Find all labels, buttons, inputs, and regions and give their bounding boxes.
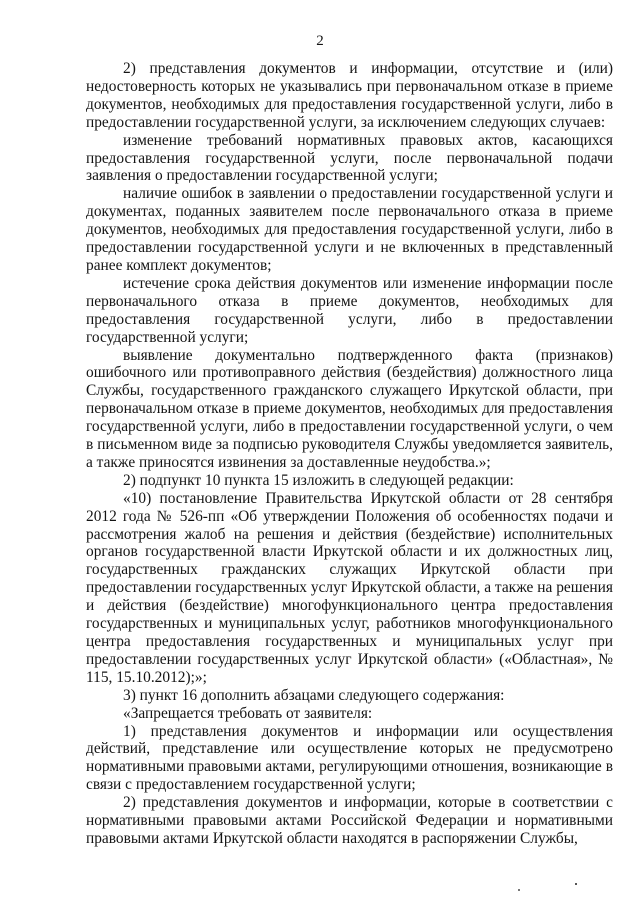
paragraph-unlawful-action: выявление документально подтвержденного факта (признаков) ошибочного или противоправного действия (бездействия) должностного лица Службы, государственного гражданского служащего Иркутской области, при первоначальном отказе в приеме документов, необходимых для предоставления государственной услуги, либо в предоставлении государственной услуги, о чем в письменном виде за подписью руководителя Службы уведомляется заявитель, а также приносятся извинения за доставленные неудобства.»; [86, 346, 613, 471]
paragraph-prohibited-heading: «Запрещается требовать от заявителя: [123, 704, 373, 722]
paragraph-decree-526: «10) постановление Правительства Иркутской области от 28 сентября 2012 года № 526-пп «Об утверждении Положения об особенностях подачи и рассмотрения жалоб на решения и действия (бездействие) исполнительных органов государственной власти Иркутской области и их должностных лиц, государственных гражданских служащих Иркутской области при предоставлении государственных услуг Иркутской области, а также на решения и действия (бездействие) многофункционального центра предоставления государственных и муниципальных услуг, работников многофункционального центра предоставления государственных и муниципальных услуг при предоставлении государственных услуг Иркутской области» («Областная», № 115, 15.10.2012);»; [86, 489, 613, 686]
document-body [86, 60, 613, 848]
paragraph-errors-in-application: наличие ошибок в заявлении о предоставлении государственной услуги и документах, поданных заявителем после первоначального отказа в приеме документов, необходимых для предоставления государственной услуги, либо в предоставлении государственной услуги и не включенных в представленный ранее комплект документов; [86, 185, 613, 274]
paragraph-expiry-of-documents: истечение срока действия документов или изменение информации после первоначального отказа в приеме документов, необходимых для предоставления государственной услуги, либо в предоставлении государственной услуги; [86, 274, 613, 346]
page-number: 2 [316, 33, 324, 49]
scan-speck [575, 883, 577, 885]
paragraph-item-2-documents: 2) представления документов и информации, отсутствие и (или) недостоверность которых не указывались при первоначальном отказе в приеме документов, необходимых для предоставления государственной услуги, либо в предоставлении государственной услуги, за исключением следующих случаев: [86, 60, 613, 131]
paragraph-item-16: 3) пункт 16 дополнить абзацами следующего содержания: [123, 686, 505, 704]
paragraph-prohibited-2: 2) представления документов и информации, которые в соответствии с нормативными правовыми актами Российской Федерации и нормативными правовыми актами Иркутской области находятся в распоряжении Службы, [86, 794, 613, 847]
paragraph-prohibited-1: 1) представления документов и информации или осуществления действий, представление или осуществление которых не предусмотрено нормативными правовыми актами, регулирующими отношения, возникающие в связи с предоставлением государственной услуги; [86, 722, 613, 794]
scan-speck [518, 889, 520, 891]
paragraph-subitem-10: 2) подпункт 10 пункта 15 изложить в следующей редакции: [123, 471, 514, 489]
paragraph-requirements-change: изменение требований нормативных правовых актов, касающихся предоставления государственной услуги, после первоначальной подачи заявления о предоставлении государственной услуги; [86, 131, 613, 185]
